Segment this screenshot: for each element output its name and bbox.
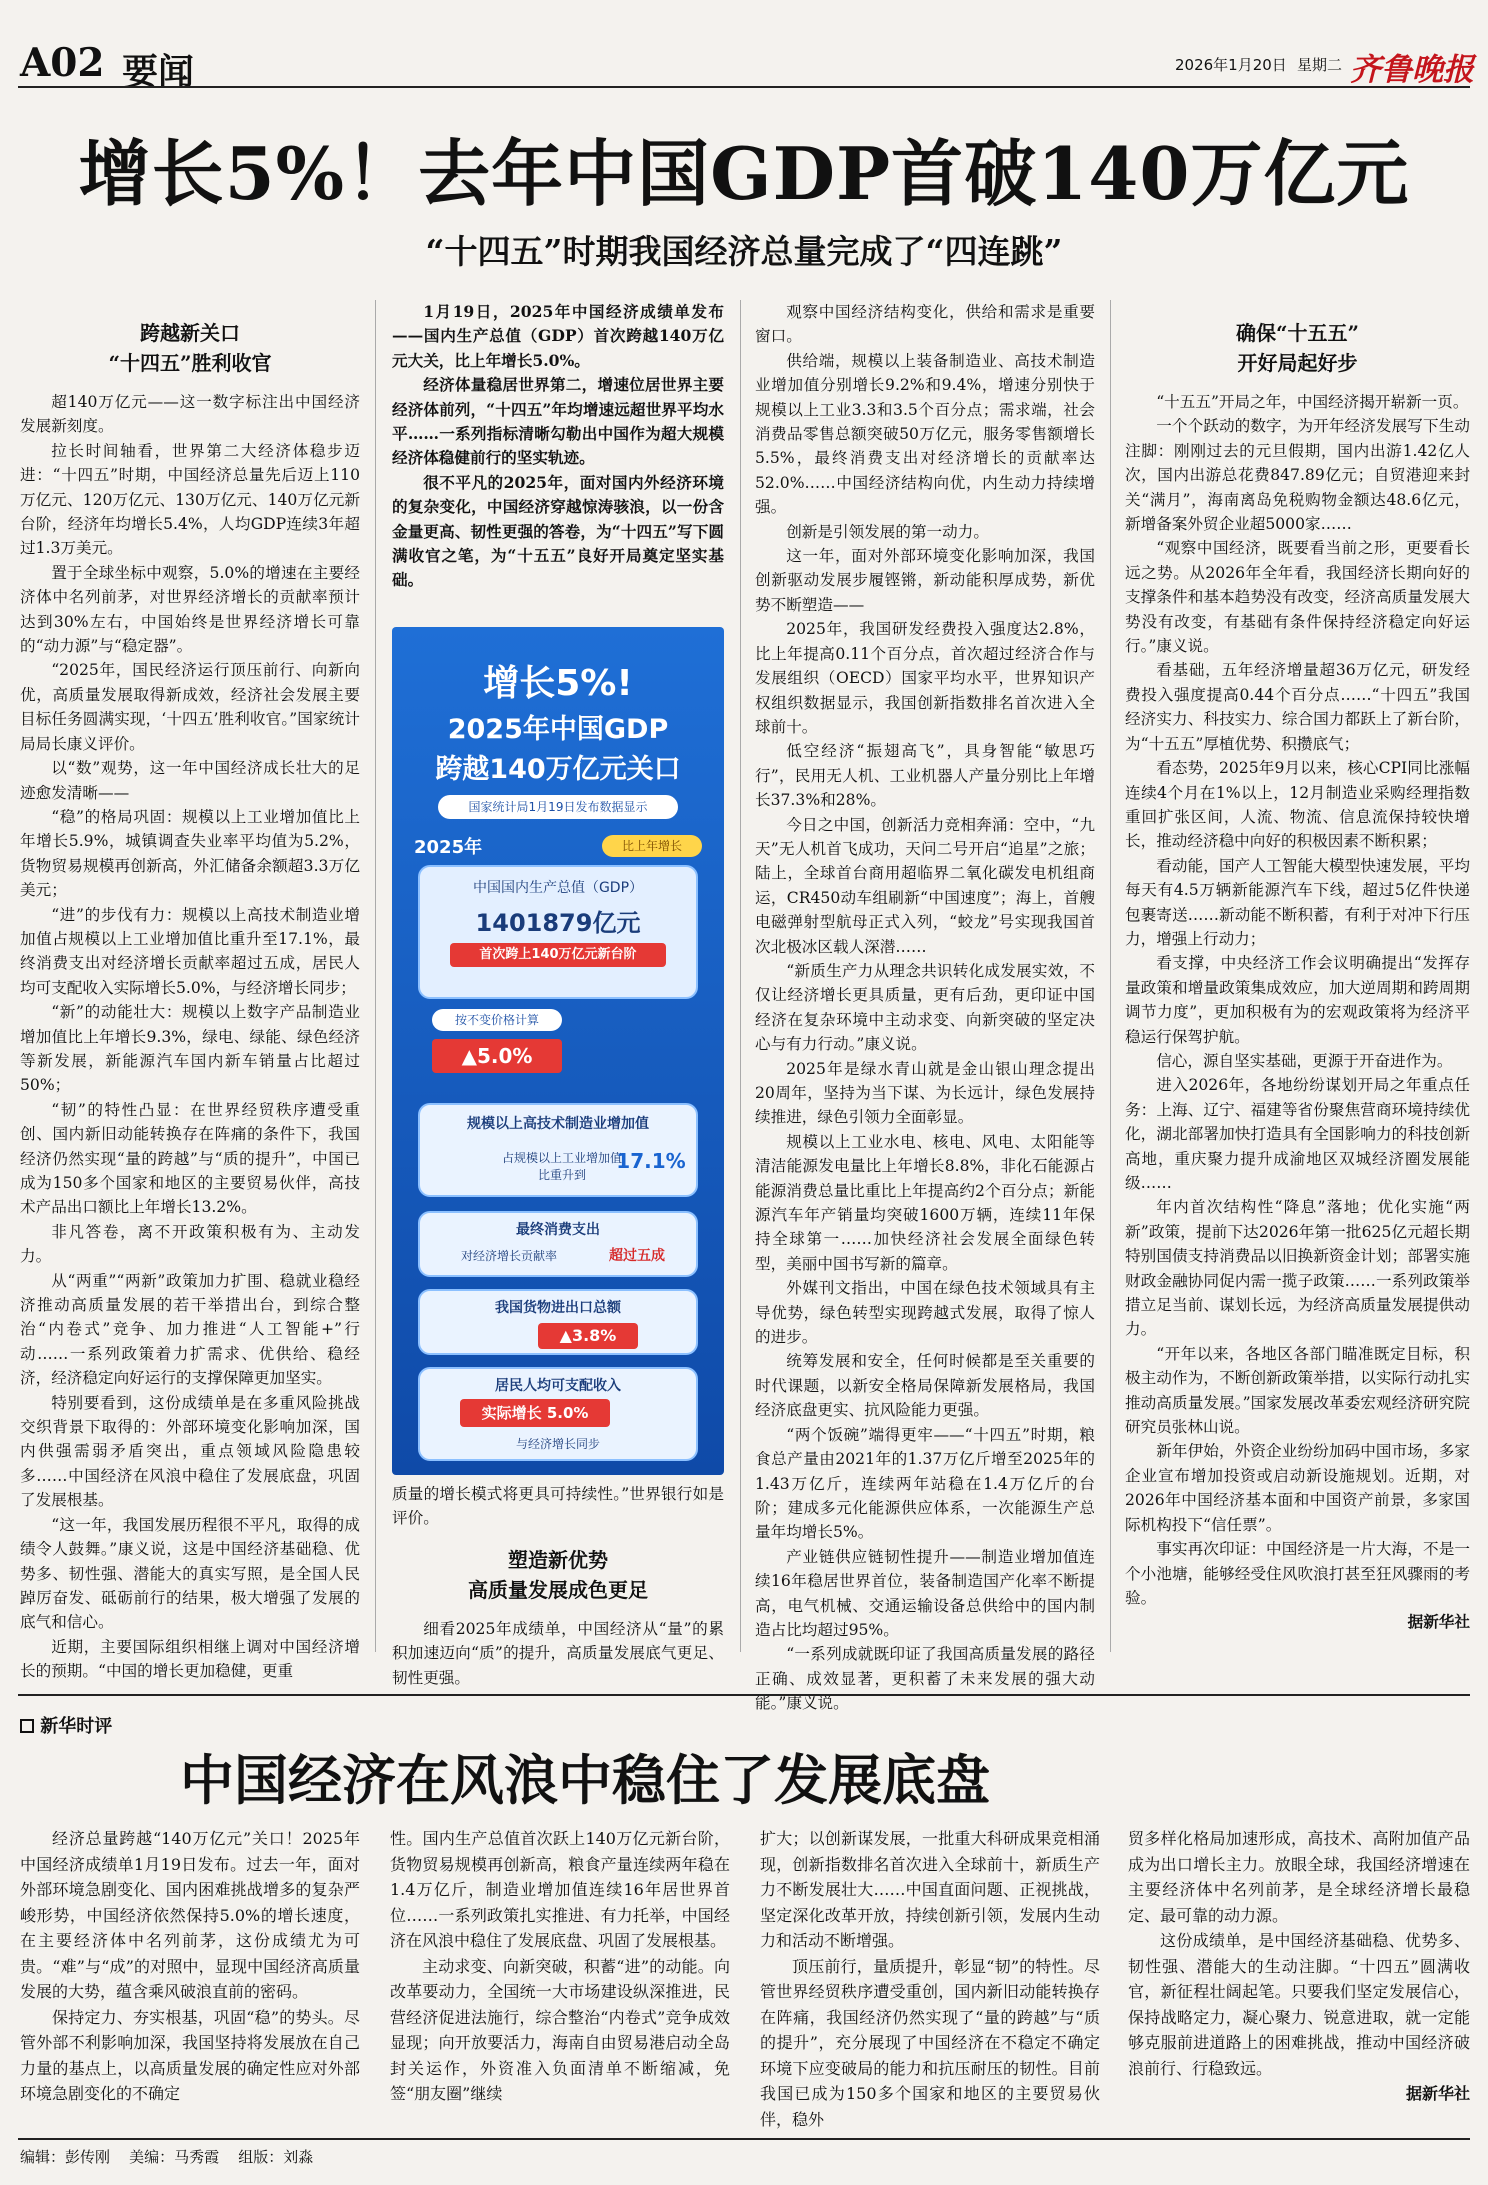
article-column-3 (755, 300, 1095, 1713)
paragraph: 看支撑，中央经济工作会议明确提出“发挥存量政策和增量政策集成效应，加大逆周期和跨周期调节力度”，更加积极有为的宏观政策将为经济平稳运行保驾护航。 (1125, 954, 1470, 1046)
editorial-column-2 (390, 1826, 730, 2126)
article-column-4 (1125, 318, 1470, 1652)
year-label: 2025年 (414, 837, 483, 858)
paragraph: 贸多样化格局加速形成，高技术、高附加值产品成为出口增长主力。放眼全球，我国经济增速在主要经济体中名列前茅，是全球经济增长最稳定、最可靠的动力源。 (1128, 1829, 1470, 1925)
article-column-2-lead (392, 300, 724, 620)
paragraph: 经济总量跨越“140万亿元”关口！2025年中国经济成绩单1月19日发布。过去一年，面对外部环境急剧变化、国内困难挑战增多的复杂严峻形势，中国经济依然保持5.0%的增长速度，在主要经济体中名列前茅，这份成绩尤为可贵。“难”与“成”的对照中，显现中国经济高质量发展的大势，蕴含乘风破浪直前的密码。 (20, 1829, 360, 2001)
issue-weekday: 星期二 (1297, 56, 1343, 74)
paragraph: “观察中国经济，既要看当前之形，更要看长远之势。从2026年全年看，我国经济长期向好的支撑条件和基本趋势没有改变，经济高质量发展大势没有改变，有基础有条件保持经济稳定向好运行。”康义说。 (1125, 539, 1470, 656)
paragraph: 创新是引领发展的第一动力。 (786, 522, 989, 541)
paragraph: 从“两重”“两新”政策加力扩围、稳就业稳经济推动高质量发展的若干举措出台，到综合整治“内卷式”竞争、加力推进“人工智能+”行动……一系列政策着力扩需求、优供给、稳经济，经济稳定向好运行的支撑保障更加坚实。 (20, 1271, 360, 1388)
paragraph: 事实再次印证：中国经济是一片大海，不是一个小池塘，能够经受住风吹浪打甚至狂风骤雨的考验。 (1125, 1540, 1470, 1607)
paragraph: 新年伊始，外资企业纷纷加码中国市场，多家企业宣布增加投资或启动新设施规划。近期，对2026年中国经济基本面和中国资产前景，多家国际机构投下“信任票”。 (1125, 1442, 1470, 1534)
paragraph: 供给端，规模以上装备制造业、高技术制造业增加值分别增长9.2%和9.4%，增速分别快于规模以上工业3.3和3.5个百分点；需求端，社会消费品零售总额突破50万亿元，服务零售额增长5.5%，最终消费支出对经济增长的贡献率达52.0%……中国经济结构向优，内生动力持续增强。 (755, 351, 1095, 517)
editorial-tag: 新华时评 (20, 1712, 112, 1738)
editorial-column-4 (1128, 1826, 1470, 2126)
section-name: 要闻 (122, 51, 195, 93)
income-title: 居民人均可支配收入 (495, 1378, 621, 1394)
paragraph: 看基础，五年经济增量超36万亿元，研发经费投入强度提高0.44个百分点……“十四五”我国经济实力、科技实力、综合国力都跃上了新台阶，为“十五五”厚植优势、积攒底气； (1125, 661, 1470, 753)
trade-title: 我国货物进出口总额 (495, 1300, 621, 1316)
paragraph: 拉长时间轴看，世界第二大经济体稳步迈进：“十四五”时期，中国经济总量先后迈上110万亿元、120万亿元、130万亿元、140万亿元新台阶，经济年均增长5.4%，人均GDP连续3年超过1.3万美元。 (20, 441, 360, 558)
lead-paragraph: 经济体量稳居世界第二，增速位居世界主要经济体前列，“十四五”年均增速远超世界平均水平……一系列指标清晰勾勒出中国作为超大规模经济体稳健前行的坚实轨迹。 (392, 375, 724, 468)
main-subheadline: “十四五”时期我国经济总量完成了“四连跳” (425, 232, 1063, 271)
editorial-rule (18, 1694, 1470, 1696)
paragraph: 非凡答卷，离不开政策积极有为、主动发力。 (20, 1222, 360, 1266)
growth-tag: 比上年增长 (602, 835, 702, 857)
trade-card (418, 1289, 698, 1355)
footer-rule (18, 2138, 1470, 2140)
paragraph: 保持定力、夯实根基，巩固“稳”的势头。尽管外部不利影响加深，我国坚持将发展放在自己力量的基点上，以高质量发展的确定性应对外部环境急剧变化的不确定 (20, 2007, 360, 2103)
paragraph: “进”的步伐有力：规模以上高技术制造业增加值占规模以上工业增加值比重升至17.1%，最终消费支出对经济增长贡献率超过五成，居民人均可支配收入实际增长5.0%，与经济增长同步； (20, 905, 360, 997)
header-rule (18, 86, 1470, 88)
paragraph: “开年以来，各地区各部门瞄准既定目标，积极主动作为，不断创新政策举措，以实际行动扎实推动高质量发展。”国家发展改革委宏观经济研究院研究员张林山说。 (1125, 1344, 1470, 1437)
paragraph: 以“数”观势，这一年中国经济成长壮大的足迹愈发清晰—— (20, 759, 360, 802)
paragraph: “韧”的特性凸显：在世界经贸秩序遭受重创、国内新旧动能转换存在阵痛的条件下，我国经济仍然实现“量的跨越”与“质的提升”，中国已成为150多个国家和地区的主要贸易伙伴，高技术产品出口额比上年增长13.2%。 (20, 1100, 360, 1217)
infographic-headline-1: 增长5%! (483, 663, 633, 704)
editorial-headline: 中国经济在风浪中稳住了发展底盘 (180, 1748, 990, 1812)
column-divider (740, 300, 741, 1652)
consumption-value: 超过五成 (609, 1248, 665, 1264)
paragraph: 扩大；以创新谋发展，一批重大科研成果竞相涌现，创新指数排名首次进入全球前十，新质生产力不断发展壮大……中国直面问题、正视挑战，坚定深化改革开放，持续创新引领，发展内生动力和活动不断增强。 (760, 1829, 1100, 1950)
paragraph: 2025年，我国研发经费投入强度达2.8%，比上年提高0.11个百分点，首次超过经济合作与发展组织（OECD）国家平均水平，世界知识产权组织数据显示，我国创新指数排名首次进入全球前十。 (755, 620, 1095, 736)
paragraph: 特别要看到，这份成绩单是在多重风险挑战交织背景下取得的：外部环境变化影响加深，国内供强需弱矛盾突出，重点领域风险隐患较多……中国经济在风浪中稳住了发展底盘，巩固了发展根基。 (20, 1393, 360, 1510)
section-heading-1: 跨越新关口 “十四五”胜利收官 (108, 321, 272, 375)
gdp-badge: 首次跨上140万亿元新台阶 (450, 943, 666, 967)
article-source: 据新华社 (1407, 1612, 1470, 1632)
paragraph: “稳”的格局巩固：规模以上工业增加值比上年增长5.9%，城镇调查失业率平均值为5.2%，货物贸易规模再创新高，外汇储备余额超3.3万亿美元； (20, 807, 360, 900)
paragraph: “这一年，我国发展历程很不平凡，取得的成绩令人鼓舞。”康义说，这是中国经济基础稳、优势多、韧性强、潜能大的真实写照，是全国人民踔厉奋发、砥砺前行的结果，极大增强了发展的底气和信心。 (20, 1515, 360, 1632)
page-number: A02 (20, 40, 105, 86)
paragraph: “新质生产力从理念共识转化成发展实效，不仅让经济增长更具质量，更有后劲，更印证中国经济在复杂环境中主动求变、向新突破的坚定决心与有力行动。”康义说。 (755, 961, 1095, 1054)
income-badge: 实际增长 5.0% (460, 1399, 610, 1427)
paragraph: “十五五”开局之年，中国经济揭开崭新一页。 (1156, 393, 1469, 411)
infographic-headline-2: 2025年中国GDP (447, 714, 669, 745)
footer-credits (20, 2146, 313, 2167)
editorial-source: 据新华社 (1405, 2084, 1470, 2103)
editorial-box-icon (20, 1719, 34, 1733)
paragraph: 产业链供应链韧性提升——制造业增加值连续16年稳居世界首位，装备制造国产化率不断提高，电气机械、交通运输设备总供给中的国内制造占比均超过95%。 (755, 1547, 1095, 1639)
paragraph: 统筹发展和安全，任何时候都是至关重要的时代课题，以新安全格局保障新发展格局，我国经济底盘更实、抗风险能力更强。 (755, 1352, 1095, 1420)
paragraph: 顶压前行，量质提升，彰显“韧”的特性。尽管世界经贸秩序遭受重创，国内新旧动能转换存在阵痛，我国经济仍然实现了“量的跨越”与“质的提升”，充分展现了中国经济在不稳定不确定环境下应变破局的能力和抗压耐压的韧性。目前我国已成为150多个国家和地区的主要贸易伙伴，稳外 (760, 1956, 1100, 2129)
paragraph: 超140万亿元——这一数字标注出中国经济发展新刻度。 (20, 393, 360, 436)
column-divider (375, 300, 376, 1652)
paragraph: 质量的增长模式将更具可持续性。”世界银行如是评价。 (392, 1485, 724, 1528)
consumption-text: 对经济增长贡献率 (460, 1249, 557, 1263)
paragraph: 2025年是绿水青山就是金山银山理念提出20周年，坚持为当下谋、为长远计，绿色发展持续推进，绿色引领力全面彰显。 (755, 1059, 1095, 1127)
source-pill: 国家统计局1月19日发布数据显示 (438, 795, 678, 819)
paragraph: 外媒刊文指出，中国在绿色技术领域具有主导优势，绿色转型实现跨越式发展，取得了惊人的进步。 (755, 1279, 1095, 1347)
lead-paragraph: 很不平凡的2025年，面对国内外经济环境的复杂变化，中国经济穿越惊涛骇浪，以一份含金量更高、韧性更强的答卷，为“十四五”写下圆满收官之笔，为“十五五”良好开局奠定坚实基础。 (392, 472, 724, 590)
paragraph: 看动能，国产人工智能大模型快速发展，平均每天有4.5万辆新能源汽车下线，超过5亿件快递包裹寄送……新动能不断积蓄，有利于对冲下行压力，增强上行动力； (1125, 856, 1470, 948)
gdp-card (418, 865, 698, 999)
gdp-growth-value: ▲5.0% (432, 1039, 562, 1073)
paragraph: 主动求变、向新突破，积蓄“进”的动能。向改革要动力，全国统一大市场建设纵深推进，民营经济促进法施行，综合整治“内卷式”竞争成效显现；向开放要活力，海南自由贸易港启动全岛封关运作，外资准入负面清单不断缩减，免签“朋友圈”继续 (390, 1956, 730, 2103)
paragraph: 年内首次结构性“降息”落地；优化实施“两新”政策，提前下达2026年第一批625亿元超长期特别国债支持消费品以旧换新资金计划；部署实施财政金融协同促内需一揽子政策……一系列政策举措立足当前、谋划长远，为经济高质量发展提供动力。 (1125, 1198, 1470, 1339)
hightech-value: 17.1% (616, 1149, 686, 1173)
article-column-1 (20, 318, 360, 1681)
paragraph: 一个个跃动的数字，为开年经济发展写下生动注脚：刚刚过去的元旦假期，国内出游1.42亿人次，国内出游总花费847.89亿元；自贸港迎来封关“满月”，海南离岛免税购物金额达48.6亿元，新增备案外贸企业超5000家…… (1125, 417, 1470, 534)
paragraph: 信心，源自坚实基础，更源于开奋进作为。 (1156, 1051, 1453, 1070)
column-divider (1110, 300, 1111, 1652)
consumption-card (418, 1211, 698, 1277)
gdp-label: 中国国内生产总值（GDP） (472, 880, 644, 896)
paragraph: 性。国内生产总值首次跃上140万亿元新台阶，货物贸易规模再创新高，粮食产量连续两年稳在1.4万亿斤，制造业增加值连续16年居世界首位……一系列政策扎实推进、有力托举，中国经济在风浪中稳住了发展底盘、巩固了发展根基。 (390, 1829, 730, 1950)
income-note: 与经济增长同步 (515, 1437, 600, 1451)
paragraph: 置于全球坐标中观察，5.0%的增速在主要经济体中名列前茅，对世界经济增长的贡献率预计达到30%左右，中国始终是世界经济增长可靠的“动力源”与“稳定器”。 (20, 563, 360, 656)
paragraph: “新”的动能壮大：规模以上数字产品制造业增加值比上年增长9.3%，绿电、绿能、绿色经济等新发展，新能源汽车国内新车销量占比超过50%； (20, 1003, 360, 1095)
paragraph: 这一年，面对外部环境变化影响加深，我国创新驱动发展步履铿锵，新动能积厚成势，新优势不断塑造—— (755, 547, 1095, 614)
paragraph: 这份成绩单，是中国经济基础稳、优势多、韧性强、潜能大的生动注脚。“十四五”圆满收官，新征程壮阔起笔。只要我们坚定发展信心，保持战略定力，凝心聚力、锐意进取，就一定能够克服前进道路上的困难挑战，推动中国经济破浪前行、行稳致远。 (1128, 1931, 1470, 2078)
consumption-title: 最终消费支出 (516, 1222, 600, 1238)
trade-value: ▲3.8% (538, 1323, 638, 1349)
editorial-column-1 (20, 1826, 360, 2126)
art-credit: 美编：马秀霞 (129, 2148, 220, 2166)
paragraph: “2025年，国民经济运行顶压前行、向新向优，高质量发展取得新成效，经济社会发展主要目标任务圆满实现，‘十四五’胜利收官。”国家统计局局长康义评价。 (20, 661, 360, 753)
layout-credit: 组版：刘淼 (238, 2148, 314, 2166)
paragraph: “两个饭碗”端得更牢——“十四五”时期，粮食总产量由2021年的1.37万亿斤增至2025年的1.43万亿斤，连续两年站稳在1.4万亿斤的台阶；建成多元化能源供应体系，一次能源生产总量年均增长5%。 (755, 1425, 1095, 1542)
price-pill: 按不变价格计算 (432, 1009, 562, 1031)
editor-credit: 编辑：彭传刚 (20, 2148, 111, 2166)
main-headline: 增长5%！去年中国GDP首破140万亿元 (78, 131, 1410, 216)
hightech-card (418, 1103, 698, 1197)
paragraph: 低空经济“振翅高飞”，具身智能“敏思巧行”，民用无人机、工业机器人产量分别比上年增长37.3%和28%。 (755, 742, 1095, 810)
hightech-text: 占规模以上工业增加值比重升到 (502, 1151, 623, 1182)
article-column-2-tail (392, 1482, 724, 1687)
lead-paragraph: 1月19日，2025年中国经济成绩单发布——国内生产总值（GDP）首次跨越140万亿元大关，比上年增长5.0%。 (392, 302, 724, 370)
infographic-headline-3: 跨越140万亿元关口 (435, 754, 681, 785)
section-heading-3: 确保“十五五” 开好局起好步 (1235, 321, 1359, 375)
paragraph: 近期，主要国际组织相继上调对中国经济增长的预期。“中国的增长更加稳健，更重 (20, 1637, 360, 1681)
paragraph: 观察中国经济结构变化，供给和需求是重要窗口。 (755, 303, 1095, 346)
paragraph: 细看2025年成绩单，中国经济从“量”的累积加速迈向“质”的提升，高质量发展底气更足、韧性更强。 (392, 1619, 724, 1687)
gdp-value: 1401879亿元 (475, 909, 641, 937)
paragraph: 今日之中国，创新活力竞相奔涌：空中，“九天”无人机首飞成功，天问二号开启“追星”之旅；陆上，全球首台商用超临界二氧化碳发电机组商运，CR450动车组刷新“中国速度”；海上，首艘电磁弹射型航母正式入列，“蛟龙”号实现我国首次北极冰区载人深潜…… (755, 815, 1095, 956)
issue-date: 2026年1月20日 (1175, 56, 1287, 74)
paragraph: 看态势，2025年9月以来，核心CPI同比涨幅连续4个月在1%以上，12月制造业采购经理指数重回扩张区间，人流、物流、信息流保持较快增长，推动经济稳中向好的积极因素不断积累； (1125, 759, 1470, 851)
editorial-column-3 (760, 1826, 1100, 2129)
paragraph: 规模以上工业水电、核电、风电、太阳能等清洁能源发电量比上年增长8.8%，非化石能源占能源消费总量比重比上年提高约2个百分点；新能源汽车年产销量均突破1600万辆，连续11年保持全球第一……加快经济社会发展全面绿色转型，美丽中国书写新的篇章。 (755, 1132, 1095, 1273)
paragraph: 进入2026年，各地纷纷谋划开局之年重点任务：上海、辽宁、福建等省份聚焦营商环境持续优化，湖北部署加快打造具有全国影响力的科技创新高地，重庆聚力提升成渝地区双城经济圈发展能级…… (1125, 1076, 1470, 1192)
paragraph: “一系列成就既印证了我国高质量发展的路径正确、成效显著，更积蓄了未来发展的强大动能。”康义说。 (755, 1645, 1095, 1713)
newspaper-logo: 齐鲁晚报 (1350, 52, 1474, 88)
hightech-title: 规模以上高技术制造业增加值 (467, 1116, 649, 1132)
section-heading-2: 塑造新优势 高质量发展成色更足 (468, 1547, 648, 1602)
income-card (418, 1367, 698, 1461)
gdp-infographic (392, 627, 724, 1475)
